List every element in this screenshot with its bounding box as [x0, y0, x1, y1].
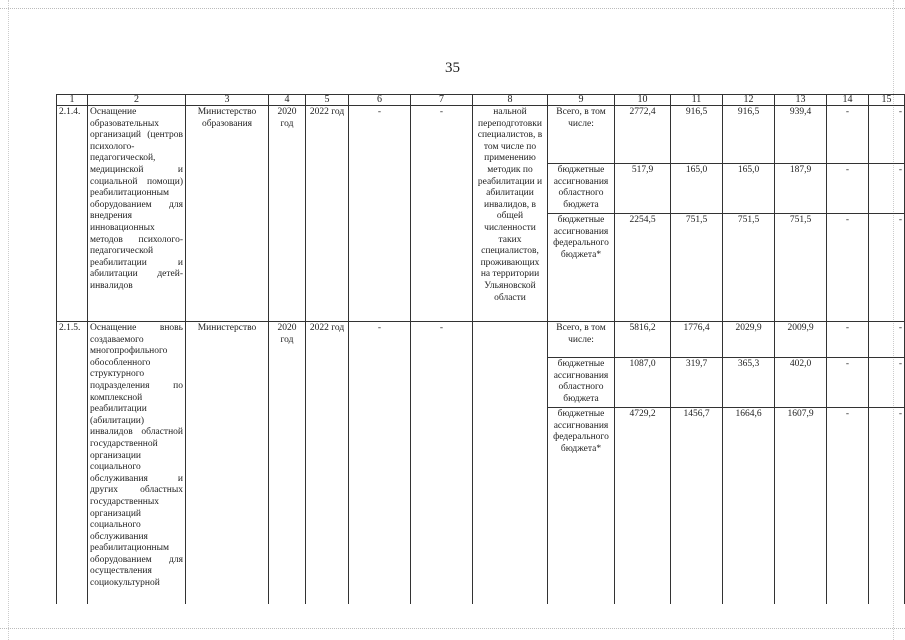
value-col-15: -: [869, 164, 905, 214]
funding-source: бюджетные ассигнования федерального бюджета*: [548, 408, 615, 604]
measure-name: Оснащение образовательных организаций (центров психолого-педагогической, медицинской и социальной помощи) реабилитационным оборудованием для внедрения инновационных методов психолого-педагогической реабилитации и абилитации детей-инвалидов: [88, 106, 186, 322]
cell-col-7: -: [411, 322, 473, 604]
value-col-10: 5816,2: [615, 322, 671, 358]
target-indicator: [473, 322, 548, 604]
col-header: 11: [671, 95, 723, 106]
value-col-14: -: [827, 358, 869, 408]
col-header: 15: [869, 95, 905, 106]
col-header: 7: [411, 95, 473, 106]
value-col-13: 187,9: [775, 164, 827, 214]
scan-artifact-line: [8, 0, 10, 640]
value-col-12: 165,0: [723, 164, 775, 214]
value-col-11: 751,5: [671, 214, 723, 322]
col-header: 12: [723, 95, 775, 106]
value-col-11: 165,0: [671, 164, 723, 214]
value-col-14: -: [827, 164, 869, 214]
value-col-10: 2254,5: [615, 214, 671, 322]
value-col-11: 1776,4: [671, 322, 723, 358]
funding-source: бюджетные ассигнования областного бюджета: [548, 164, 615, 214]
table-row: [57, 106, 905, 164]
value-col-15: -: [869, 106, 905, 164]
funding-source: бюджетные ассигнования областного бюджета: [548, 358, 615, 408]
value-col-15: -: [869, 358, 905, 408]
value-col-11: 916,5: [671, 106, 723, 164]
value-col-14: -: [827, 408, 869, 604]
col-header: 10: [615, 95, 671, 106]
funding-source: Всего, в том числе:: [548, 322, 615, 358]
value-col-12: 916,5: [723, 106, 775, 164]
scan-artifact-line: [0, 8, 905, 10]
measure-name: Оснащение вновь создаваемого многопрофильного обособленного структурного подразделения по комплексной реабилитации (абилитации) инвалидов областной государственной организации социального обслуживания и других областных государственных организаций социального обслуживания реабилитационным оборудованием для осуществления социокультурной: [88, 322, 186, 604]
value-col-13: 2009,9: [775, 322, 827, 358]
value-col-13: 1607,9: [775, 408, 827, 604]
col-header: 13: [775, 95, 827, 106]
col-header: 9: [548, 95, 615, 106]
end-year: 2022 год: [306, 106, 349, 322]
table-row: [57, 322, 905, 358]
measure-executor: Министерство образования: [186, 106, 269, 322]
funding-source: бюджетные ассигнования федерального бюджета*: [548, 214, 615, 322]
start-year: 2020 год: [269, 322, 306, 604]
value-col-10: 517,9: [615, 164, 671, 214]
target-indicator: нальной переподготовки специалистов, в том числе по применению методик по реабилитации и абилитации инвалидов, в общей численности таких специалистов, проживающих на территории Ульяновской области: [473, 106, 548, 322]
value-col-12: 751,5: [723, 214, 775, 322]
page-number: 35: [445, 60, 460, 76]
value-col-14: -: [827, 322, 869, 358]
value-col-10: 2772,4: [615, 106, 671, 164]
col-header: 14: [827, 95, 869, 106]
value-col-11: 1456,7: [671, 408, 723, 604]
start-year: 2020 год: [269, 106, 306, 322]
col-header: 4: [269, 95, 306, 106]
value-col-12: 365,3: [723, 358, 775, 408]
value-col-15: -: [869, 214, 905, 322]
value-col-14: -: [827, 214, 869, 322]
col-header: 2: [88, 95, 186, 106]
value-col-12: 1664,6: [723, 408, 775, 604]
program-measures-table: [56, 94, 905, 604]
measure-number: 2.1.5.: [57, 322, 88, 604]
value-col-13: 402,0: [775, 358, 827, 408]
value-col-13: 751,5: [775, 214, 827, 322]
value-col-15: -: [869, 408, 905, 604]
value-col-11: 319,7: [671, 358, 723, 408]
column-number-header: [57, 95, 905, 106]
funding-source: Всего, в том числе:: [548, 106, 615, 164]
col-header: 5: [306, 95, 349, 106]
cell-col-6: -: [349, 322, 411, 604]
end-year: 2022 год: [306, 322, 349, 604]
value-col-10: 4729,2: [615, 408, 671, 604]
col-header: 3: [186, 95, 269, 106]
value-col-12: 2029,9: [723, 322, 775, 358]
cell-col-6: -: [349, 106, 411, 322]
measure-number: 2.1.4.: [57, 106, 88, 322]
value-col-14: -: [827, 106, 869, 164]
value-col-13: 939,4: [775, 106, 827, 164]
scan-artifact-line: [0, 628, 905, 630]
cell-col-7: -: [411, 106, 473, 322]
col-header: 1: [57, 95, 88, 106]
value-col-10: 1087,0: [615, 358, 671, 408]
value-col-15: -: [869, 322, 905, 358]
col-header: 8: [473, 95, 548, 106]
measure-executor: Министерство: [186, 322, 269, 604]
col-header: 6: [349, 95, 411, 106]
